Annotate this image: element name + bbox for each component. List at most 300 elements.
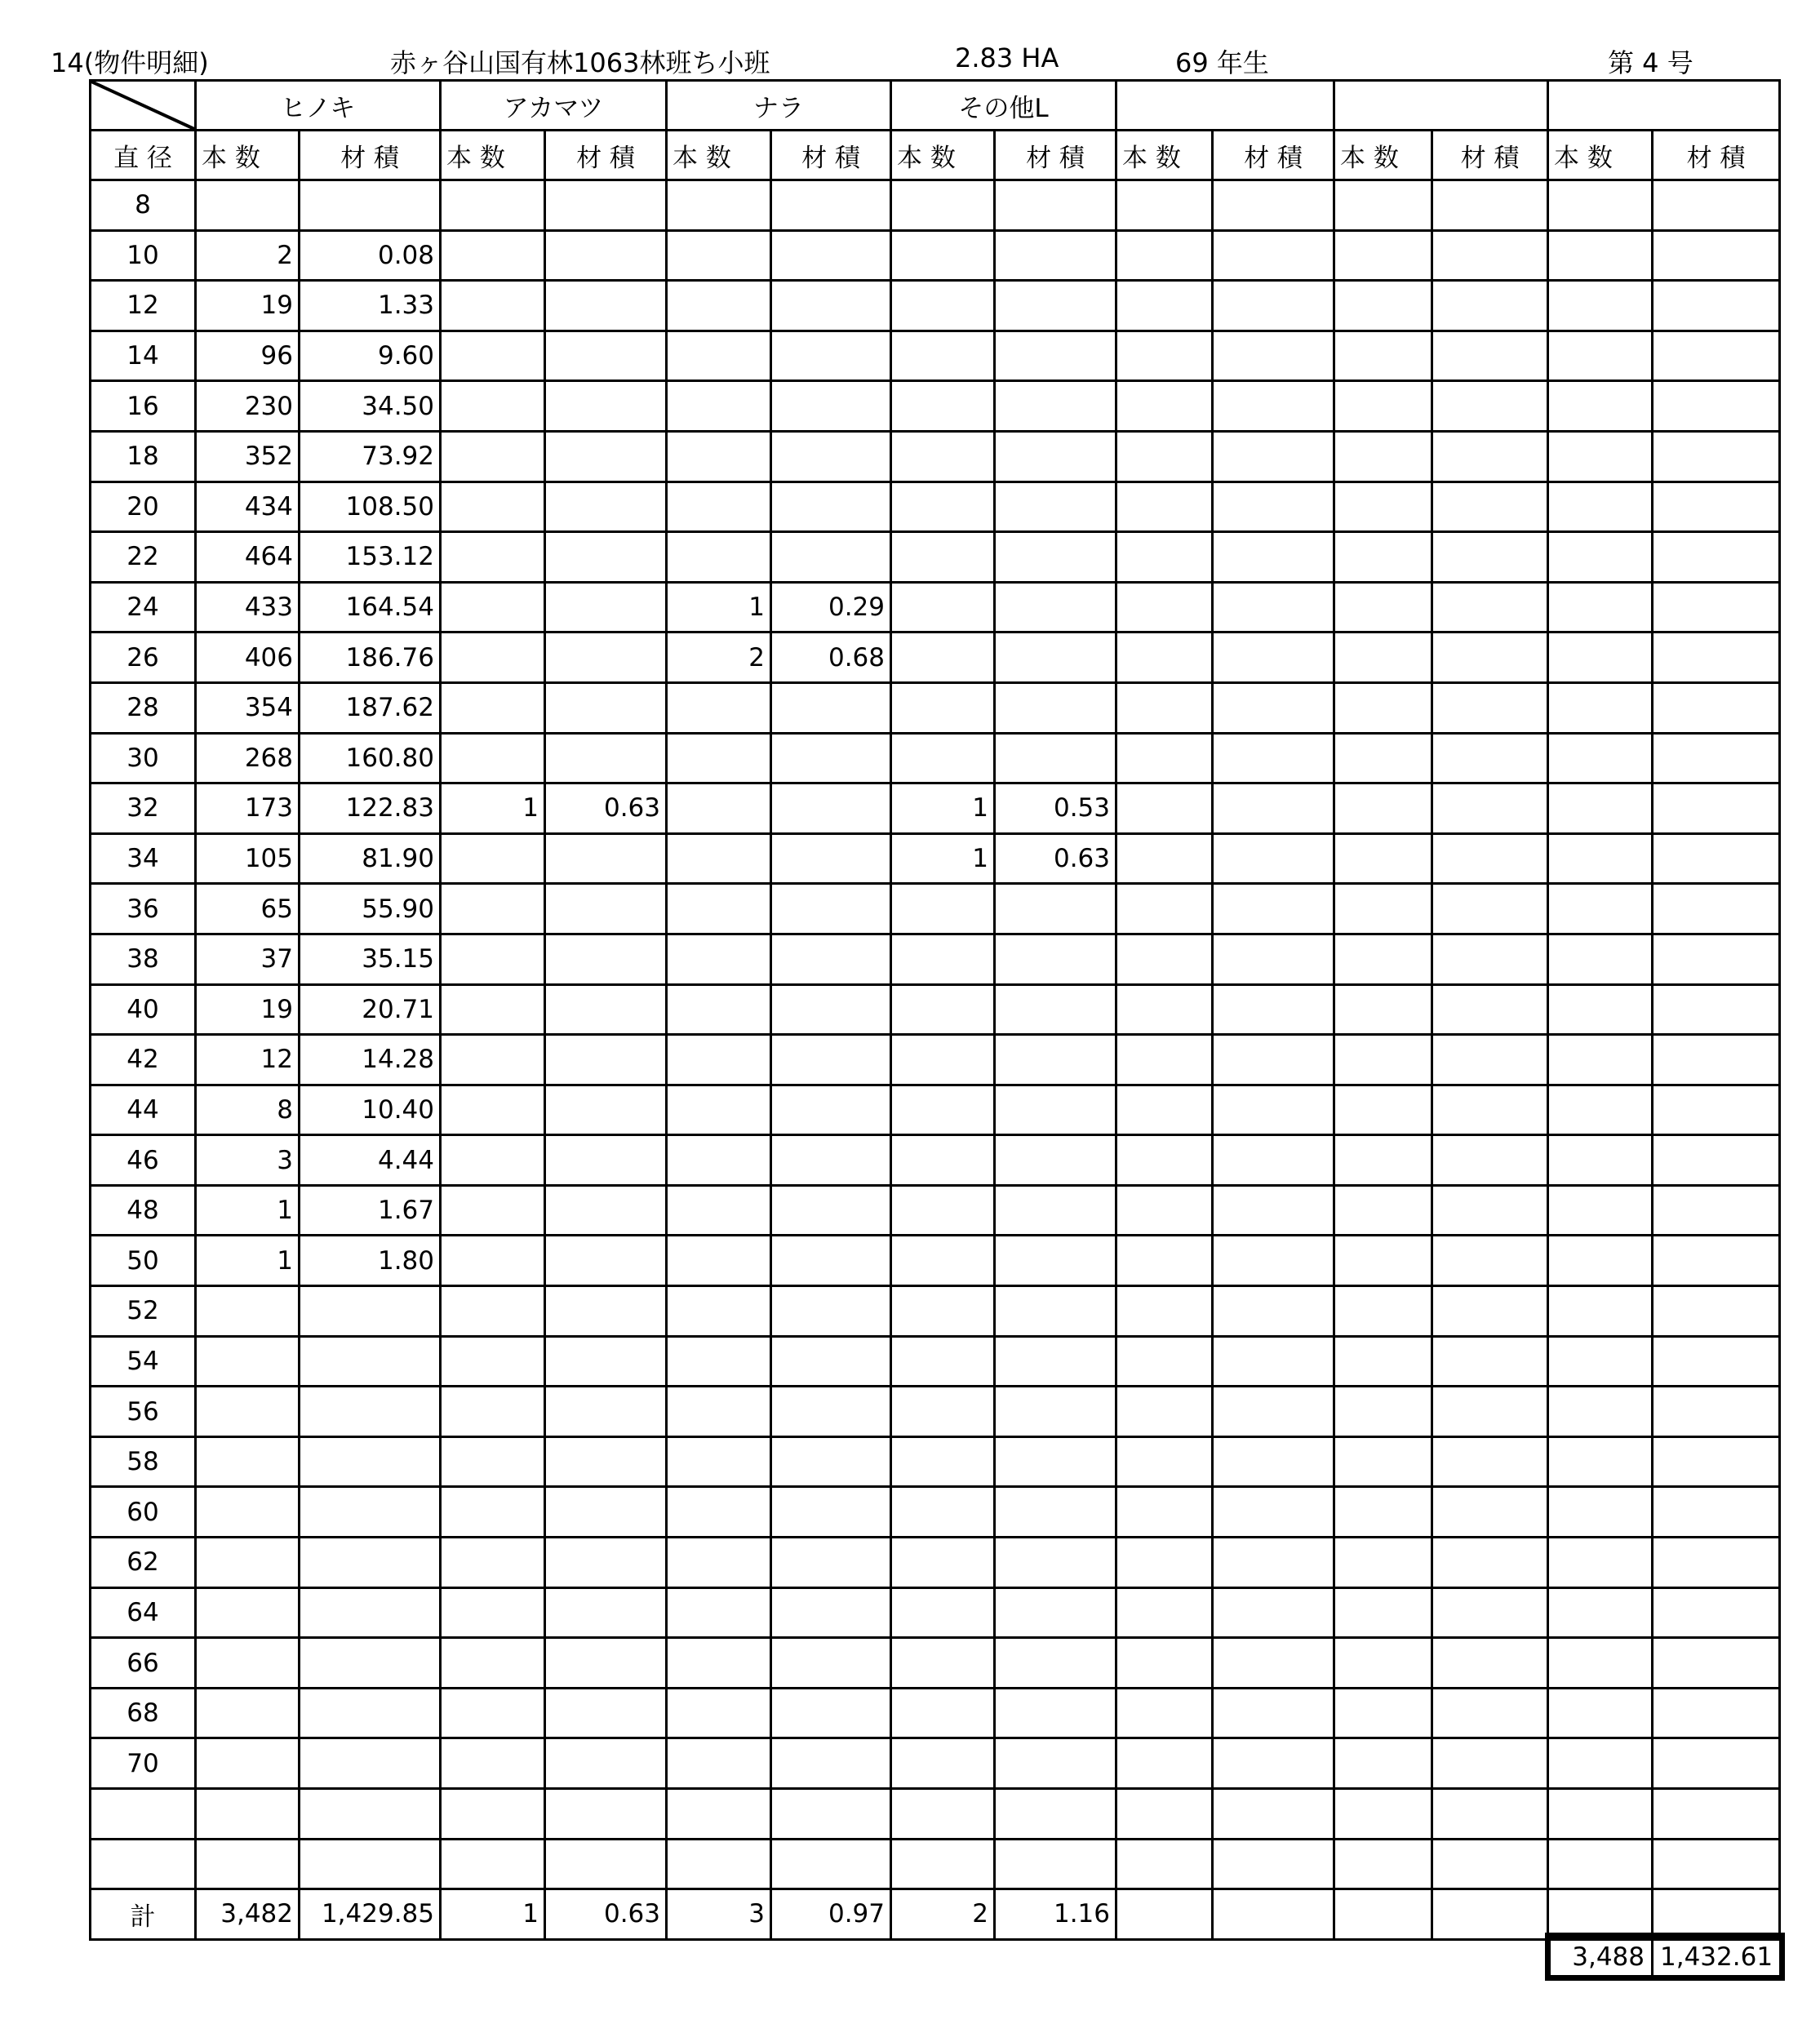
volume-cell <box>545 1839 667 1889</box>
count-cell <box>1334 1487 1432 1538</box>
volume-cell <box>545 632 667 683</box>
volume-header: 材 積 <box>1432 131 1548 180</box>
volume-cell <box>1213 431 1334 482</box>
volume-cell <box>995 1436 1116 1487</box>
volume-cell <box>1653 632 1780 683</box>
total-volume-cell: 1,429.85 <box>300 1889 441 1940</box>
volume-cell <box>1653 180 1780 231</box>
count-cell <box>441 230 545 281</box>
count-cell <box>667 1236 771 1286</box>
volume-cell <box>771 1789 891 1840</box>
volume-cell <box>300 1638 441 1689</box>
volume-cell <box>1653 1035 1780 1085</box>
diagonal-corner-cell <box>91 81 196 131</box>
count-cell <box>441 582 545 632</box>
volume-cell <box>1432 733 1548 783</box>
volume-cell: 187.62 <box>300 682 441 733</box>
count-cell <box>1116 1185 1213 1236</box>
count-cell <box>1334 682 1432 733</box>
volume-cell <box>1653 1538 1780 1588</box>
volume-cell <box>1213 1839 1334 1889</box>
table-row <box>91 733 1780 783</box>
count-cell <box>667 783 771 834</box>
column-header-row <box>91 131 1780 180</box>
volume-cell <box>771 1487 891 1538</box>
count-cell <box>667 331 771 381</box>
count-cell <box>1548 1135 1653 1186</box>
volume-cell <box>1432 783 1548 834</box>
volume-cell <box>1432 1487 1548 1538</box>
count-cell <box>1548 230 1653 281</box>
volume-cell <box>995 632 1116 683</box>
volume-cell: 9.60 <box>300 331 441 381</box>
count-cell <box>196 1688 300 1738</box>
table-row <box>91 1738 1780 1789</box>
volume-cell <box>995 1236 1116 1286</box>
volume-cell <box>1432 1538 1548 1588</box>
volume-cell <box>771 1135 891 1186</box>
count-cell: 354 <box>196 682 300 733</box>
diameter-cell: 48 <box>91 1185 196 1236</box>
total-volume-cell: 1.16 <box>995 1889 1116 1940</box>
diameter-cell: 10 <box>91 230 196 281</box>
count-cell <box>1116 1286 1213 1337</box>
count-header: 本 数 <box>1548 131 1653 180</box>
volume-cell <box>1213 281 1334 331</box>
volume-cell <box>1432 682 1548 733</box>
count-cell <box>1334 984 1432 1035</box>
count-cell: 434 <box>196 482 300 532</box>
count-cell <box>667 1587 771 1638</box>
table-row <box>91 582 1780 632</box>
species-other-l: その他L <box>891 81 1116 131</box>
count-cell <box>1548 1436 1653 1487</box>
volume-cell <box>545 1638 667 1689</box>
volume-cell <box>1213 1436 1334 1487</box>
diameter-header: 直 径 <box>91 131 196 180</box>
volume-cell <box>300 1436 441 1487</box>
diameter-cell: 24 <box>91 582 196 632</box>
volume-cell <box>995 431 1116 482</box>
volume-cell <box>1213 1587 1334 1638</box>
diameter-cell: 12 <box>91 281 196 331</box>
count-cell <box>441 1638 545 1689</box>
count-cell <box>667 1688 771 1738</box>
volume-cell <box>1213 1336 1334 1387</box>
count-cell <box>1548 682 1653 733</box>
volume-cell <box>771 431 891 482</box>
count-cell <box>1548 431 1653 482</box>
volume-cell: 0.63 <box>545 783 667 834</box>
count-cell: 8 <box>196 1085 300 1135</box>
count-cell <box>667 1839 771 1889</box>
count-cell <box>441 833 545 884</box>
grand-total-count: 3,488 <box>1548 1936 1653 1978</box>
volume-cell <box>995 1738 1116 1789</box>
volume-cell <box>1653 1839 1780 1889</box>
volume-cell <box>1213 934 1334 984</box>
volume-cell <box>1213 632 1334 683</box>
volume-cell <box>545 884 667 934</box>
count-cell <box>441 1085 545 1135</box>
count-cell <box>1548 180 1653 231</box>
volume-cell <box>1432 381 1548 432</box>
count-cell <box>891 482 995 532</box>
count-cell <box>1334 1839 1432 1889</box>
volume-cell <box>771 1738 891 1789</box>
diameter-cell: 20 <box>91 482 196 532</box>
count-header: 本 数 <box>441 131 545 180</box>
volume-cell <box>545 1487 667 1538</box>
count-cell: 464 <box>196 532 300 583</box>
volume-cell <box>771 884 891 934</box>
volume-cell <box>1213 833 1334 884</box>
volume-cell <box>1432 1688 1548 1738</box>
count-cell <box>196 1286 300 1337</box>
volume-cell: 1.33 <box>300 281 441 331</box>
volume-cell <box>545 1789 667 1840</box>
count-cell <box>1548 1688 1653 1738</box>
volume-cell <box>771 230 891 281</box>
timber-detail-table <box>89 79 1781 1941</box>
volume-cell <box>1432 281 1548 331</box>
total-count-cell: 3 <box>667 1889 771 1940</box>
volume-cell: 0.08 <box>300 230 441 281</box>
sheet-number: 第 4 号 <box>1608 47 1693 78</box>
count-cell <box>1548 582 1653 632</box>
volume-cell <box>545 1688 667 1738</box>
volume-cell <box>995 482 1116 532</box>
count-cell <box>667 1789 771 1840</box>
diameter-cell: 30 <box>91 733 196 783</box>
volume-cell <box>771 1638 891 1689</box>
diameter-cell: 8 <box>91 180 196 231</box>
volume-cell <box>995 1035 1116 1085</box>
count-cell <box>1548 783 1653 834</box>
count-cell <box>441 1135 545 1186</box>
species-header-row <box>91 81 1780 131</box>
volume-cell: 160.80 <box>300 733 441 783</box>
count-cell <box>667 1336 771 1387</box>
totals-label: 計 <box>91 1889 196 1940</box>
volume-cell: 0.68 <box>771 632 891 683</box>
volume-cell <box>995 281 1116 331</box>
count-header: 本 数 <box>891 131 995 180</box>
table-row <box>91 1789 1780 1840</box>
count-cell <box>441 733 545 783</box>
count-cell <box>1116 733 1213 783</box>
count-cell <box>667 1035 771 1085</box>
volume-cell <box>1213 1487 1334 1538</box>
count-cell <box>441 1286 545 1337</box>
diameter-cell: 54 <box>91 1336 196 1387</box>
count-header: 本 数 <box>1334 131 1432 180</box>
volume-cell <box>545 431 667 482</box>
count-cell <box>1116 1487 1213 1538</box>
volume-cell <box>545 1538 667 1588</box>
volume-cell <box>771 1538 891 1588</box>
count-cell <box>667 984 771 1035</box>
count-cell <box>1334 1387 1432 1437</box>
volume-cell <box>1213 230 1334 281</box>
volume-cell <box>771 1587 891 1638</box>
volume-cell <box>995 1839 1116 1889</box>
count-cell <box>891 582 995 632</box>
count-cell <box>1548 1638 1653 1689</box>
count-cell <box>1334 1286 1432 1337</box>
count-cell <box>891 682 995 733</box>
volume-cell <box>1653 1085 1780 1135</box>
table-row <box>91 1538 1780 1588</box>
volume-cell: 0.63 <box>995 833 1116 884</box>
diameter-cell: 60 <box>91 1487 196 1538</box>
count-cell <box>891 984 995 1035</box>
volume-cell: 1.80 <box>300 1236 441 1286</box>
volume-cell <box>545 230 667 281</box>
count-cell <box>1334 331 1432 381</box>
volume-cell <box>1432 1085 1548 1135</box>
count-cell <box>667 281 771 331</box>
count-cell <box>891 1236 995 1286</box>
volume-cell <box>300 1387 441 1437</box>
count-cell <box>196 1387 300 1437</box>
count-cell <box>196 1638 300 1689</box>
volume-cell <box>1213 1538 1334 1588</box>
count-cell <box>441 934 545 984</box>
count-cell: 1 <box>441 783 545 834</box>
count-cell <box>441 1387 545 1437</box>
volume-cell <box>1653 833 1780 884</box>
diameter-cell: 56 <box>91 1387 196 1437</box>
count-cell <box>441 281 545 331</box>
count-cell <box>667 833 771 884</box>
volume-cell: 73.92 <box>300 431 441 482</box>
total-volume-cell <box>1432 1889 1548 1940</box>
count-cell <box>1334 1236 1432 1286</box>
area-value: 2.83 HA <box>955 42 1059 73</box>
count-cell <box>891 1436 995 1487</box>
count-cell <box>1548 1738 1653 1789</box>
volume-cell <box>771 1387 891 1437</box>
count-cell <box>667 482 771 532</box>
count-cell <box>891 1035 995 1085</box>
volume-cell <box>545 1738 667 1789</box>
count-cell <box>891 180 995 231</box>
count-cell <box>1548 1286 1653 1337</box>
count-cell: 406 <box>196 632 300 683</box>
table-row <box>91 1135 1780 1186</box>
count-cell <box>1548 331 1653 381</box>
volume-cell <box>545 1436 667 1487</box>
volume-cell <box>771 1286 891 1337</box>
volume-cell <box>545 532 667 583</box>
volume-cell: 108.50 <box>300 482 441 532</box>
table-row <box>91 884 1780 934</box>
count-cell <box>1334 431 1432 482</box>
species-nara: ナラ <box>667 81 891 131</box>
volume-cell <box>995 230 1116 281</box>
volume-cell <box>1432 532 1548 583</box>
species-hinoki: ヒノキ <box>196 81 441 131</box>
table-row <box>91 682 1780 733</box>
count-cell <box>1548 1035 1653 1085</box>
count-cell <box>891 884 995 934</box>
volume-cell <box>1432 230 1548 281</box>
volume-cell: 4.44 <box>300 1135 441 1186</box>
volume-cell <box>1653 984 1780 1035</box>
volume-cell <box>995 331 1116 381</box>
volume-cell <box>995 884 1116 934</box>
count-cell <box>196 180 300 231</box>
volume-cell <box>1213 783 1334 834</box>
volume-cell <box>1653 1286 1780 1337</box>
count-cell <box>667 381 771 432</box>
count-cell: 2 <box>196 230 300 281</box>
diameter-cell: 46 <box>91 1135 196 1186</box>
count-cell <box>891 1487 995 1538</box>
count-cell <box>1116 331 1213 381</box>
count-cell <box>891 1085 995 1135</box>
count-cell: 433 <box>196 582 300 632</box>
volume-cell <box>545 1286 667 1337</box>
total-count-cell: 3,482 <box>196 1889 300 1940</box>
volume-cell <box>1213 1688 1334 1738</box>
count-cell <box>891 733 995 783</box>
count-cell <box>1548 482 1653 532</box>
diameter-cell: 68 <box>91 1688 196 1738</box>
volume-cell <box>1432 1236 1548 1286</box>
volume-cell <box>1213 682 1334 733</box>
diameter-cell: 28 <box>91 682 196 733</box>
totals-row <box>91 1889 1780 1940</box>
count-cell <box>891 281 995 331</box>
volume-cell <box>545 180 667 231</box>
count-cell <box>1116 682 1213 733</box>
diameter-cell: 22 <box>91 532 196 583</box>
count-cell: 1 <box>891 783 995 834</box>
volume-cell <box>995 984 1116 1035</box>
count-cell <box>891 381 995 432</box>
table-row <box>91 281 1780 331</box>
count-cell <box>1548 381 1653 432</box>
volume-cell <box>1432 1738 1548 1789</box>
diameter-cell: 32 <box>91 783 196 834</box>
total-volume-cell: 0.63 <box>545 1889 667 1940</box>
count-cell <box>1116 1436 1213 1487</box>
total-count-cell <box>1334 1889 1432 1940</box>
count-cell: 1 <box>891 833 995 884</box>
count-cell <box>1334 582 1432 632</box>
count-cell <box>196 1436 300 1487</box>
count-cell <box>667 180 771 231</box>
volume-cell <box>995 733 1116 783</box>
count-cell <box>441 431 545 482</box>
volume-cell <box>995 582 1116 632</box>
volume-cell <box>1653 783 1780 834</box>
volume-cell <box>1432 482 1548 532</box>
count-cell <box>1116 1085 1213 1135</box>
total-count-cell: 2 <box>891 1889 995 1940</box>
count-cell <box>441 532 545 583</box>
volume-cell <box>1432 331 1548 381</box>
table-row <box>91 1688 1780 1738</box>
diameter-cell: 16 <box>91 381 196 432</box>
diameter-cell: 36 <box>91 884 196 934</box>
count-cell <box>1334 1538 1432 1588</box>
count-header: 本 数 <box>196 131 300 180</box>
count-cell <box>441 682 545 733</box>
count-cell <box>441 1185 545 1236</box>
count-cell <box>891 1538 995 1588</box>
count-cell <box>1548 884 1653 934</box>
volume-header: 材 積 <box>1653 131 1780 180</box>
count-cell <box>891 532 995 583</box>
count-cell <box>891 1135 995 1186</box>
volume-cell <box>1653 1185 1780 1236</box>
volume-cell <box>1653 1738 1780 1789</box>
volume-cell: 0.53 <box>995 783 1116 834</box>
count-cell <box>1548 733 1653 783</box>
count-cell <box>1116 1538 1213 1588</box>
total-count-cell <box>1116 1889 1213 1940</box>
table-row <box>91 431 1780 482</box>
volume-cell <box>1653 281 1780 331</box>
count-cell <box>1116 833 1213 884</box>
count-cell <box>1548 281 1653 331</box>
volume-cell <box>995 1185 1116 1236</box>
volume-cell <box>1213 331 1334 381</box>
diameter-cell: 34 <box>91 833 196 884</box>
count-cell <box>1334 1789 1432 1840</box>
volume-cell: 186.76 <box>300 632 441 683</box>
volume-cell <box>1653 884 1780 934</box>
volume-cell <box>1432 1839 1548 1889</box>
diameter-cell: 66 <box>91 1638 196 1689</box>
volume-cell <box>995 180 1116 231</box>
count-cell <box>891 1738 995 1789</box>
volume-header: 材 積 <box>771 131 891 180</box>
count-cell <box>1334 180 1432 231</box>
count-cell <box>1116 281 1213 331</box>
count-cell <box>891 230 995 281</box>
count-cell <box>1548 833 1653 884</box>
diameter-cell: 50 <box>91 1236 196 1286</box>
count-cell <box>1116 230 1213 281</box>
count-cell <box>441 1336 545 1387</box>
count-cell <box>1116 582 1213 632</box>
count-cell <box>1334 1436 1432 1487</box>
species-blank-6 <box>1334 81 1548 131</box>
volume-cell: 55.90 <box>300 884 441 934</box>
diameter-cell <box>91 1789 196 1840</box>
count-cell <box>891 1286 995 1337</box>
table-row <box>91 381 1780 432</box>
volume-cell <box>995 1538 1116 1588</box>
volume-cell <box>545 331 667 381</box>
table-row <box>91 331 1780 381</box>
volume-cell <box>1213 1185 1334 1236</box>
table-row <box>91 1638 1780 1689</box>
count-cell <box>667 682 771 733</box>
volume-cell <box>771 1436 891 1487</box>
count-cell <box>1116 1336 1213 1387</box>
count-cell <box>441 1789 545 1840</box>
count-cell <box>891 1185 995 1236</box>
count-cell <box>1334 632 1432 683</box>
count-cell <box>441 632 545 683</box>
count-cell <box>1116 884 1213 934</box>
volume-cell <box>1653 1135 1780 1186</box>
